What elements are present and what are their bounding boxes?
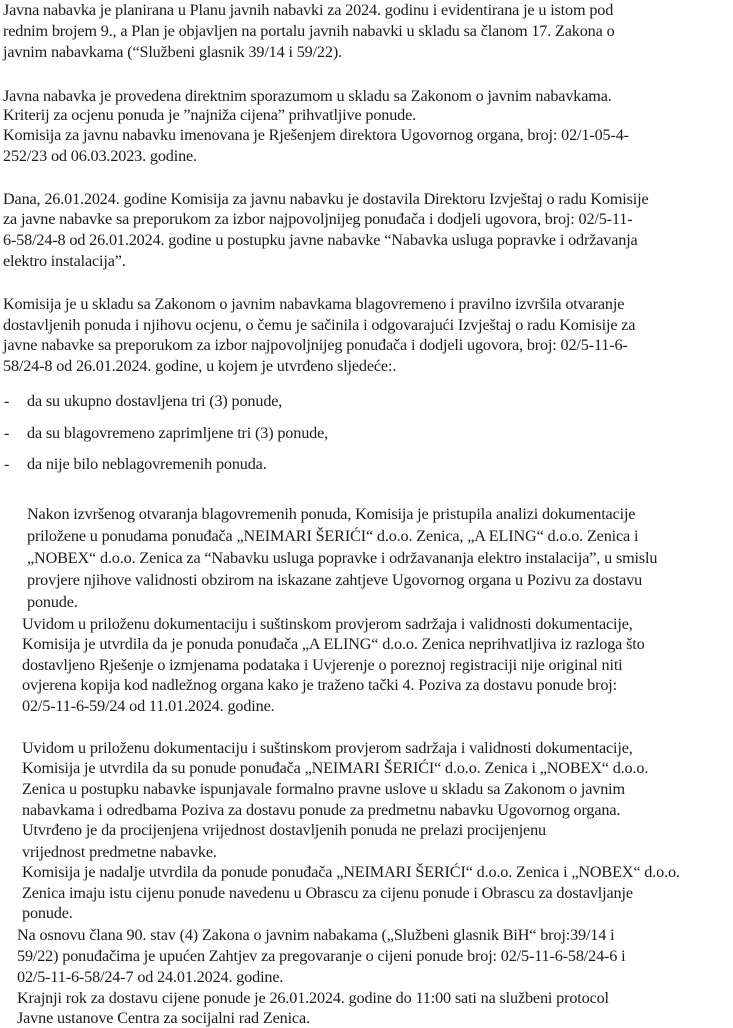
text-line: dostavljenih ponuda i njihovu ocjenu, o čemu je sačinila i odgovarajući Izvještaj o radu Komisije za [3, 316, 636, 334]
list-item-text: da su ukupno dostavljena tri (3) ponude, [27, 392, 283, 410]
text-line: Komisija za javnu nabavku imenovana je Rješenjem direktora Ugovornog organa, broj: 02/1-05-4- [3, 126, 629, 144]
text-line: „NOBEX“ d.o.o. Zenica za “Nabavku usluga popravke i održavananja elektro instalacija”, u smislu [27, 549, 658, 567]
dash-bullet-icon: - [4, 424, 10, 442]
text-line: rednim brojem 9., a Plan je objavljen na portalu javnih nabavki u skladu sa članom 17. Zakona o [3, 22, 615, 40]
text-line: 02/5-11-6-58/24-7 od 24.01.2024. godine. [17, 968, 284, 986]
text-line: Utvrđeno je da procijenjena vrijednost dostavljenih ponuda ne prelazi procijenjenu [22, 821, 546, 839]
text-line: javnim nabavkama (“Službeni glasnik 39/14 i 59/22). [3, 43, 342, 61]
dash-bullet-icon: - [4, 392, 10, 410]
text-line: Komisija je utvrdila da je ponuda ponuđača „A ELING“ d.o.o. Zenica neprihvatljiva iz razloga što [22, 635, 645, 653]
text-line: Komisija je u skladu sa Zakonom o javnim nabavkama blagovremeno i pravilno izvršila otvaranje [3, 295, 625, 313]
text-line: priložene u ponudama ponuđača „NEIMARI ŠERIĆI“ d.o.o. Zenica, „A ELING“ d.o.o. Zenica i [27, 527, 639, 545]
text-line: Uvidom u priloženu dokumentaciju i suštinskom provjerom sadržaja i validnosti dokumentacije, [22, 615, 633, 633]
text-line: Krajnji rok za dostavu cijene ponude je 26.01.2024. godine do 11:00 sati na službeni protocol [17, 989, 609, 1007]
text-line: dostavljeno Rješenje o izmjenama podataka i Uvjerenje o poreznoj registraciji nije original niti [22, 656, 623, 674]
text-line: Zenica imaju istu cijenu ponude navedenu u Obrascu za cijenu ponude i Obrascu za dostavljanje [22, 884, 633, 902]
text-line: elektro instalacija”. [3, 252, 126, 270]
text-line: Dana, 26.01.2024. godine Komisija za javnu nabavku je dostavila Direktoru Izvještaj o radu Komisije [3, 190, 649, 208]
text-line: provjere njihove validnosti obzirom na iskazane zahtjeve Ugovornog organa u Pozivu za dostavu [27, 571, 643, 589]
list-item-text: da nije bilo neblagovremenih ponuda. [27, 455, 267, 473]
text-line: Komisija je nadalje utvrdila da ponude ponuđača „NEIMARI ŠERIĆI“ d.o.o. Zenica i „NOBEX“ d.o.o. [22, 863, 680, 881]
text-line: ponude. [27, 593, 78, 611]
text-line: Uvidom u priloženu dokumentaciju i suštinskom provjerom sadržaja i validnosti dokumentacije, [22, 739, 633, 757]
text-line: 59/22) ponuđačima je upućen Zahtjev za pregovaranje o cijeni ponude broj: 02/5-11-6-58/24-6 i [17, 947, 626, 965]
text-line: 252/23 od 06.03.2023. godine. [3, 147, 197, 165]
text-line: Na osnovu člana 90. stav (4) Zakona o javnim nabakama („Službeni glasnik BiH“ broj:39/14 i [17, 926, 615, 944]
text-line: Javne ustanove Centra za socijalni rad Zenica. [17, 1009, 310, 1027]
text-line: za javne nabavke sa preporukom za izbor najpovoljnijeg ponuđača i dodjeli ugovora, broj: 02/5-11- [3, 210, 633, 228]
text-line: ovjerena kopija kod nadležnog organa kako je traženo tački 4. Poziva za dostavu ponude broj: [22, 676, 617, 694]
text-line: Kriterij za ocjenu ponuda je ”najniža cijena” prihvatljive ponude. [3, 106, 417, 124]
text-line: Javna nabavka je planirana u Planu javnih nabavki za 2024. godinu i evidentirana je u istom pod [3, 1, 614, 19]
list-item-text: da su blagovremeno zaprimljene tri (3) ponude, [27, 424, 329, 442]
text-line: Komisija je utvrdila da su ponude ponuđača „NEIMARI ŠERIĆI“ d.o.o. Zenica i „NOBEX“ d.o.o. [22, 759, 649, 777]
text-line: Nakon izvršenog otvaranja blagovremenih ponuda, Komisija je pristupila analizi dokumentacije [27, 505, 636, 523]
dash-bullet-icon: - [4, 455, 10, 473]
text-line: 02/5-11-6-59/24 od 11.01.2024. godine. [22, 697, 275, 715]
text-line: nabavkama i odredbama Poziva za dostavu ponude za predmetnu nabavku Ugovornog organa. [22, 801, 621, 819]
text-line: vrijednost predmetne nabavke. [22, 843, 217, 861]
text-line: 6-58/24-8 od 26.01.2024. godine u postupku javne nabavke “Nabavka usluga popravke i održavanja [3, 231, 638, 249]
text-line: Javna nabavka je provedena direktnim sporazumom u skladu sa Zakonom o javnim nabavkama. [3, 87, 612, 105]
text-line: Zenica u postupku nabavke ispunjavale formalno pravne uslove u skladu sa Zakonom o javnim [22, 780, 625, 798]
text-line: javne nabavke sa preporukom za izbor najpovoljnijeg ponuđača i dodjeli ugovora, broj: 02/5-11-6- [3, 336, 628, 354]
text-line: 58/24-8 od 26.01.2024. godine, u kojem je utvrđeno sljedeće:. [3, 357, 397, 375]
text-line: ponude. [22, 904, 73, 922]
